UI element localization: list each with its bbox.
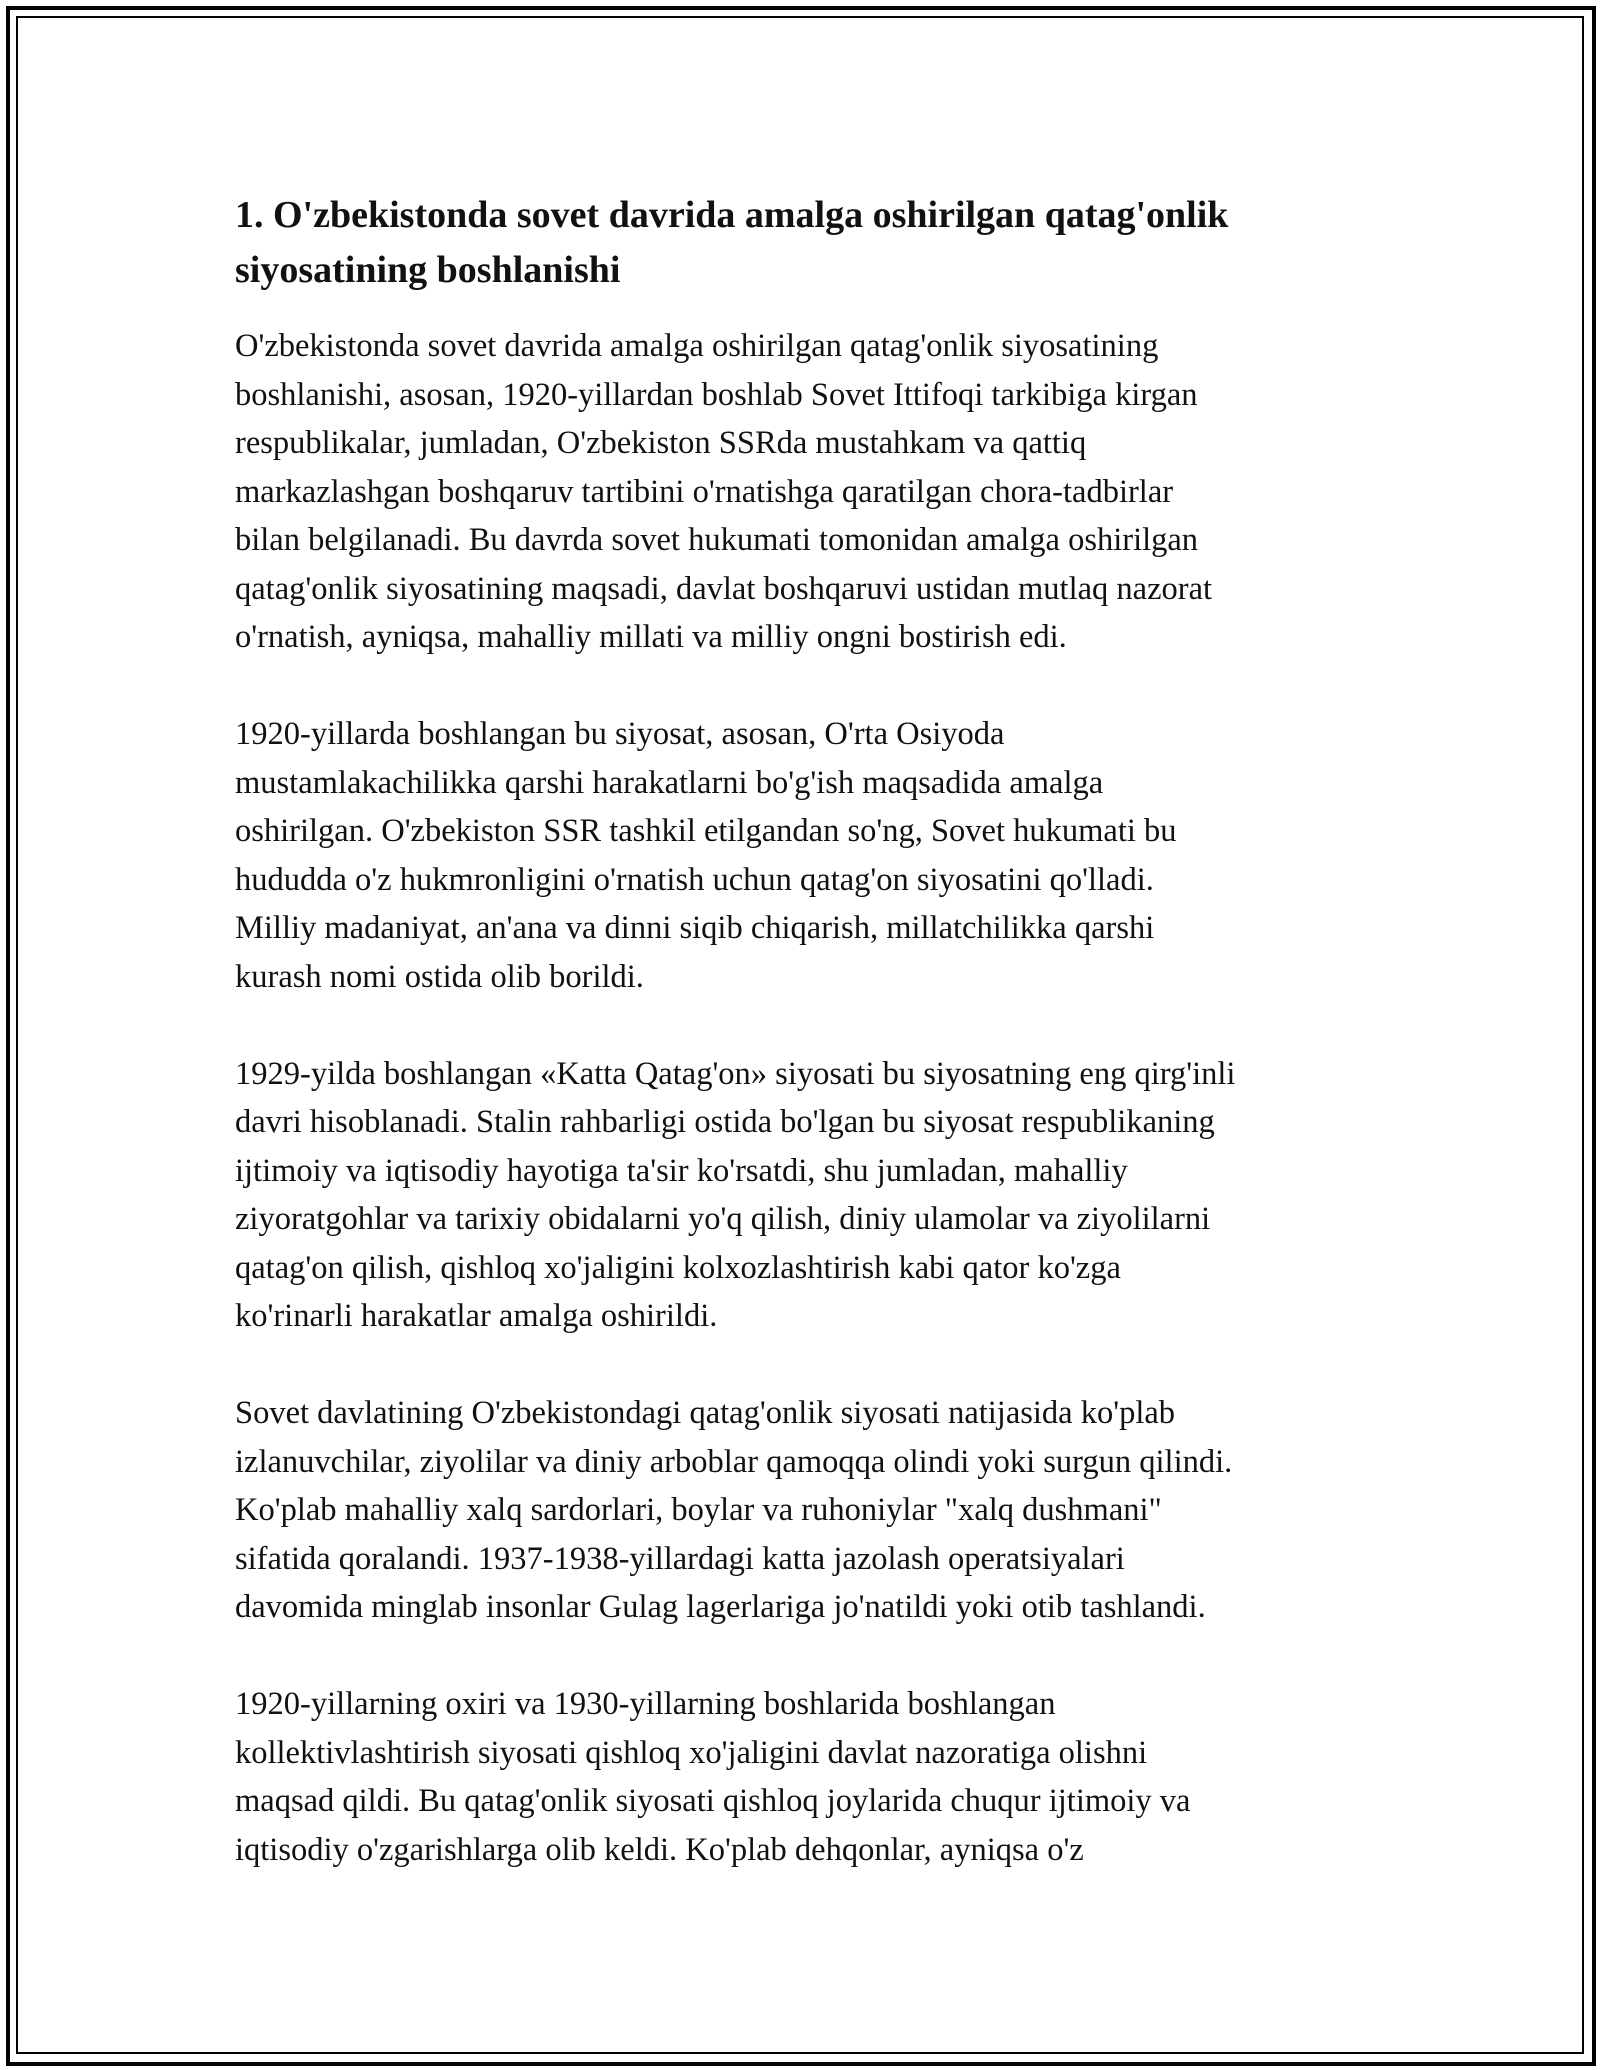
- paragraph-2: [235, 710, 1370, 1001]
- text-line: 1929-yilda boshlangan «Katta Qatag'on» siyosati bu siyosatning eng qirg'inli: [235, 1055, 1236, 1092]
- title-line: siyosatining boshlanishi: [235, 249, 621, 291]
- text-line: o'rnatish, ayniqsa, mahalliy millati va milliy ongni bostirish edi.: [235, 619, 1067, 655]
- text-line: izlanuvchilar, ziyolilar va diniy arboblar qamoqqa olindi yoki surgun qilindi.: [235, 1443, 1233, 1480]
- text-line: mustamlakachilikka qarshi harakatlarni bo'g'ish maqsadida amalga: [235, 764, 1104, 801]
- text-line: oshirilgan. O'zbekiston SSR tashkil etilgandan so'ng, Sovet hukumati bu: [235, 813, 1177, 849]
- text-line: ziyoratgohlar va tarixiy obidalarni yo'q qilish, diniy ulamolar va ziyolilarni: [235, 1201, 1211, 1237]
- text-line: 1920-yillarning oxiri va 1930-yillarning boshlarida boshlangan: [235, 1686, 1056, 1722]
- text-line: markazlashgan boshqaruv tartibini o'rnatishga qaratilgan chora-tadbirlar: [235, 473, 1174, 510]
- text-line: Sovet davlatining O'zbekistondagi qatag'onlik siyosati natijasida ko'plab: [235, 1395, 1176, 1431]
- paragraph-3: [235, 1050, 1370, 1341]
- text-line: maqsad qildi. Bu qatag'onlik siyosati qishloq joylarida chuqur ijtimoiy va: [235, 1783, 1191, 1819]
- text-line: Milliy madaniyat, an'ana va dinni siqib chiqarish, millatchilikka qarshi: [235, 910, 1155, 946]
- text-line: qatag'on qilish, qishloq xo'jaligini kolxozlashtirish kabi qator ko'zga: [235, 1249, 1121, 1286]
- document-title: [235, 188, 1370, 298]
- text-line: ko'rinarli harakatlar amalga oshirildi.: [235, 1298, 718, 1334]
- text-line: kollektivlashtirish siyosati qishloq xo'jaligini davlat nazoratiga olishni: [235, 1734, 1148, 1771]
- paragraph-1: [235, 322, 1370, 662]
- title-line: 1. O'zbekistonda sovet davrida amalga oshirilgan qatag'onlik: [235, 194, 1229, 236]
- paragraph-4: [235, 1389, 1370, 1632]
- document-body: [235, 188, 1370, 1923]
- text-line: qatag'onlik siyosatining maqsadi, davlat boshqaruvi ustidan mutlaq nazorat: [235, 570, 1213, 607]
- text-line: davomida minglab insonlar Gulag lagerlariga jo'natildi yoki otib tashlandi.: [235, 1589, 1206, 1625]
- paragraph-5: [235, 1680, 1370, 1874]
- text-line: sifatida qoralandi. 1937-1938-yillardagi katta jazolash operatsiyalari: [235, 1540, 1125, 1577]
- text-line: 1920-yillarda boshlangan bu siyosat, asosan, O'rta Osiyoda: [235, 716, 1005, 752]
- text-line: hududda o'z hukmronligini o'rnatish uchun qatag'on siyosatini qo'lladi.: [235, 861, 1154, 898]
- text-line: respublikalar, jumladan, O'zbekiston SSRda mustahkam va qattiq: [235, 425, 1087, 461]
- text-line: kurash nomi ostida olib borildi.: [235, 958, 644, 995]
- text-line: ijtimoiy va iqtisodiy hayotiga ta'sir ko'rsatdi, shu jumladan, mahalliy: [235, 1152, 1128, 1189]
- text-line: boshlanishi, asosan, 1920-yillardan boshlab Sovet Ittifoqi tarkibiga kirgan: [235, 376, 1198, 413]
- text-line: O'zbekistonda sovet davrida amalga oshirilgan qatag'onlik siyosatining: [235, 328, 1159, 364]
- text-line: Ko'plab mahalliy xalq sardorlari, boylar va ruhoniylar "xalq dushmani": [235, 1492, 1162, 1528]
- text-line: iqtisodiy o'zgarishlarga olib keldi. Ko'plab dehqonlar, ayniqsa o'z: [235, 1831, 1084, 1868]
- text-line: bilan belgilanadi. Bu davrda sovet hukumati tomonidan amalga oshirilgan: [235, 522, 1199, 558]
- text-line: davri hisoblanadi. Stalin rahbarligi ostida bo'lgan bu siyosat respublikaning: [235, 1104, 1215, 1140]
